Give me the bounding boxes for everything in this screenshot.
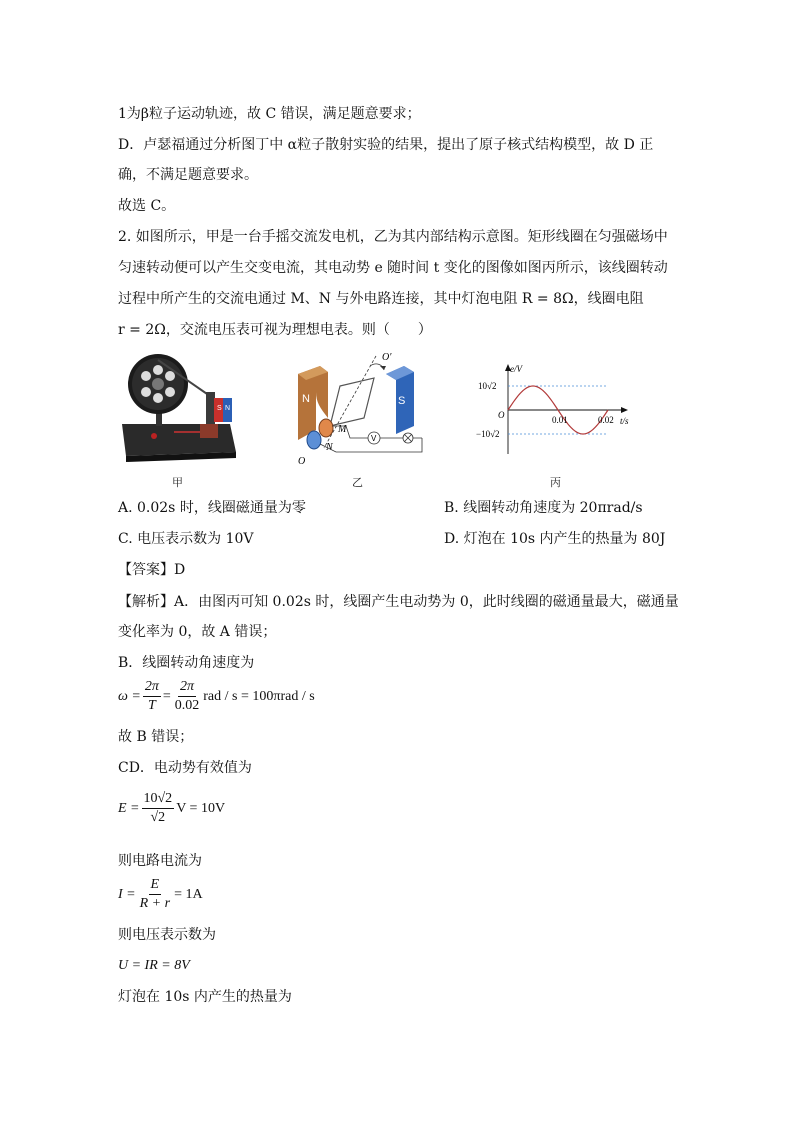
eq-omega-lhs: ω = <box>118 688 141 704</box>
analysis-cd-line-7: 灯泡在 10s 内产生的热量为 <box>118 989 292 1005</box>
eq-i-rhs: = 1A <box>174 886 203 902</box>
option-c[interactable]: C. 电压表示数为 10V <box>118 531 254 547</box>
flywheel-hole <box>153 365 163 375</box>
x-axis-arrow <box>621 407 628 413</box>
voltmeter-label: V <box>371 434 377 443</box>
flywheel-hole <box>153 393 163 403</box>
question-2-stem-4: r = 2Ω，交流电压表可视为理想电表。则（ ） <box>118 322 432 338</box>
analysis-b-line-1: B．线圈转动角速度为 <box>118 655 255 671</box>
label-o-prime: O′ <box>382 352 392 363</box>
label-n-terminal: N <box>326 442 333 453</box>
generator-base <box>122 424 236 456</box>
text-line-1: 1为β粒子运动轨迹，故 C 错误，满足题意要求； <box>118 106 421 122</box>
figure-bing-emf-time-graph <box>474 358 636 462</box>
label-n-pole: N <box>302 393 310 405</box>
analysis-cd-line-3: 则电路电流为 <box>118 853 202 869</box>
label-s-pole: S <box>398 395 406 407</box>
option-a[interactable]: A. 0.02s 时，线圈磁通量为零 <box>118 500 306 516</box>
y-tick-positive: 10√2 <box>478 381 497 391</box>
slip-ring-2 <box>307 431 321 449</box>
eq-omega-num-1: 2π <box>143 678 161 697</box>
flywheel-hole <box>165 387 175 397</box>
eq-equals: = <box>162 688 171 704</box>
eq-omega-frac-1 <box>143 678 161 715</box>
rotation-arrowhead <box>380 366 386 370</box>
text-line-4: 故选 C。 <box>118 198 176 214</box>
analysis-cd-line-5: 则电压表示数为 <box>118 927 216 943</box>
equation-e-effective <box>118 790 225 827</box>
flywheel-hole <box>165 371 175 381</box>
equation-omega <box>118 678 315 715</box>
option-b[interactable]: B. 线圈转动角速度为 20πrad/s <box>444 500 643 516</box>
text-line-2: D．卢瑟福通过分析图丁中 α粒子散射实验的结果，提出了原子核式结构模型，故 D 正 <box>118 137 654 153</box>
eq-e-den: √2 <box>150 810 166 825</box>
caption-yi: 乙 <box>352 476 363 489</box>
x-tick-0.02: 0.02 <box>598 415 614 425</box>
y-tick-negative: −10√2 <box>476 429 500 439</box>
terminal-block <box>200 424 218 438</box>
analysis-cd-line-1: CD．电动势有效值为 <box>118 760 252 776</box>
y-axis-label: e/V <box>510 364 522 374</box>
equation-voltage: U = IR = 8V <box>118 958 190 973</box>
magnet-post <box>206 392 215 424</box>
eq-i-den: R + r <box>139 896 171 911</box>
eq-e-lhs: E = <box>118 800 140 816</box>
eq-omega-den-2: 0.02 <box>174 698 200 713</box>
eq-e-frac <box>142 790 175 827</box>
x-axis-label: t/s <box>620 416 629 426</box>
flywheel-hub <box>152 378 164 390</box>
x-tick-0.01: 0.01 <box>552 415 568 425</box>
label-m: M <box>338 424 347 435</box>
analysis-b-line-3: 故 B 错误； <box>118 729 194 745</box>
rectangular-coil <box>330 378 374 426</box>
label-o: O <box>298 456 306 467</box>
eq-i-num: E <box>149 876 162 895</box>
option-d[interactable]: D. 灯泡在 10s 内产生的热量为 80J <box>444 531 666 547</box>
eq-omega-rhs: rad / s = 100πrad / s <box>203 688 315 704</box>
eq-i-frac <box>138 876 172 913</box>
question-2-stem-3: 过程中所产生的交流电通过 M、N 与外电路连接，其中灯泡电阻 R = 8Ω，线圈电阻 <box>118 291 644 307</box>
eq-i-lhs: I = <box>118 886 136 902</box>
eq-omega-frac-2 <box>173 678 202 715</box>
answer-line: 【答案】D <box>118 562 186 578</box>
figure-jia-generator-photo <box>118 352 242 464</box>
eq-omega-num-2: 2π <box>178 678 196 697</box>
flywheel-hole <box>141 371 151 381</box>
equation-current <box>118 876 203 913</box>
eq-omega-den-1: T <box>147 698 156 713</box>
caption-bing: 丙 <box>550 476 561 489</box>
question-2-stem-2: 匀速转动便可以产生交变电流，其电动势 e 随时间 t 变化的图像如图丙所示，该线圈转动 <box>118 260 668 276</box>
slip-ring-1 <box>319 419 333 437</box>
flywheel-hole <box>141 387 151 397</box>
photo-label-s: S <box>217 405 222 412</box>
photo-label-n: N <box>225 405 231 412</box>
figure-yi-structure-diagram <box>290 352 436 468</box>
analysis-a-line-2: 变化率为 0，故 A 错误； <box>118 624 277 640</box>
eq-e-num: 10√2 <box>142 790 175 809</box>
text-line-3: 确，不满足题意要求。 <box>118 167 258 183</box>
lamp-holder <box>151 433 157 439</box>
question-2-stem-1: 2. 如图所示，甲是一台手摇交流发电机，乙为其内部结构示意图。矩形线圈在匀强磁场中 <box>118 229 668 245</box>
analysis-a-line-1: 【解析】A．由图丙可知 0.02s 时，线圈产生电动势为 0，此时线圈的磁通量最大，磁通量 <box>118 594 679 610</box>
origin-label: O <box>498 410 505 420</box>
caption-jia: 甲 <box>172 476 183 489</box>
eq-e-rhs: V = 10V <box>176 800 226 816</box>
